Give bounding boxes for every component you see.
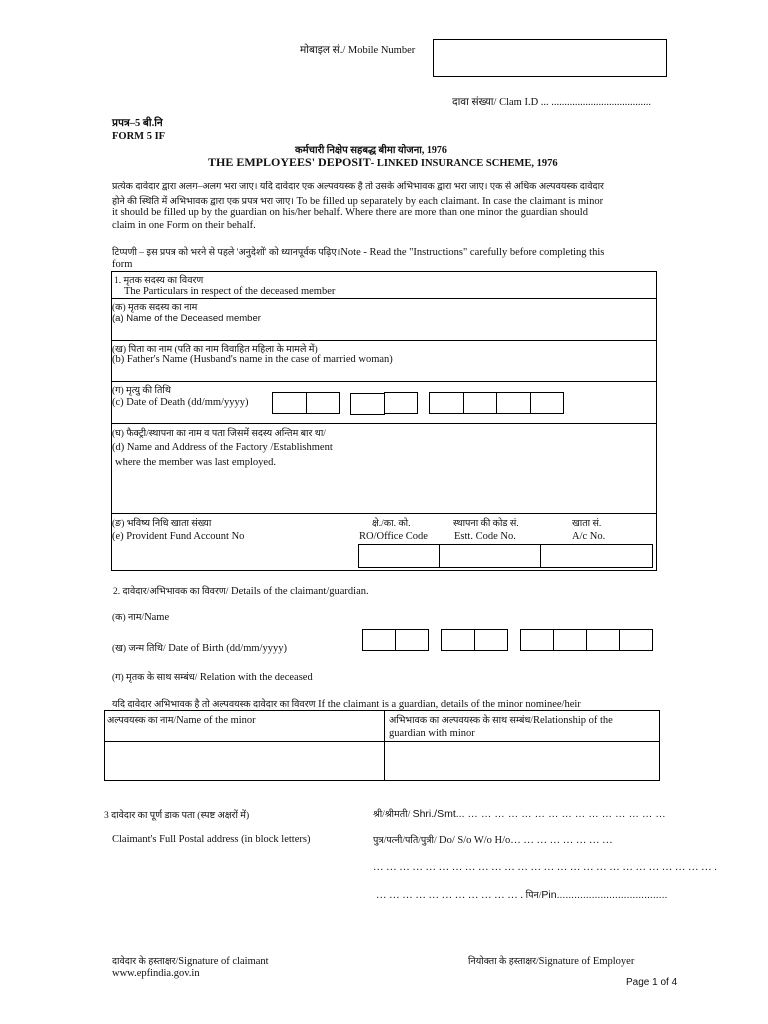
- date-digit-box[interactable]: [384, 392, 418, 414]
- address-dots-line[interactable]: … … … … … … … … … … … … … … … … … … … … … … … … … … .: [373, 862, 717, 873]
- claimant-name-label: [112, 610, 169, 623]
- divider: [384, 710, 385, 781]
- date-digit-box[interactable]: [350, 393, 385, 415]
- claimant-signature-label: [112, 954, 269, 967]
- establishment-field[interactable]: [115, 472, 650, 510]
- relation-label: [112, 670, 313, 683]
- ro-code-hindi: क्षे./का. को.: [372, 519, 411, 529]
- note-line: [112, 245, 657, 258]
- mobile-number-field[interactable]: [433, 39, 667, 77]
- dob-digit-box[interactable]: [362, 629, 396, 651]
- divider: [111, 340, 657, 341]
- pf-account-hindi: (ङ) भविष्य निधि खाता संख्या: [112, 519, 212, 529]
- section-1-heading-hindi: 1. मृतक सदस्य का विवरण: [114, 276, 204, 286]
- relation-field[interactable]: [345, 666, 650, 684]
- estt-code-label: Estt. Code No.: [454, 531, 516, 542]
- hindi-scheme-title: कर्मचारी निक्षेप सहबद्ध बीमा योजना, 1976: [295, 145, 447, 156]
- date-of-death-label: (c) Date of Death (dd/mm/yyyy): [112, 397, 249, 408]
- establishment-label-line-2: where the member was last employed.: [115, 457, 276, 468]
- pin-english[interactable]: Pin......................................: [541, 889, 668, 901]
- date-of-death-hindi: (ग) मृत्यु की तिथि: [112, 386, 171, 396]
- divider: [111, 381, 657, 382]
- establishment-hindi: (घ) फैक्ट्री/स्थापना का नाम व पता जिसमें सदस्य अन्तिम बार था/: [112, 429, 326, 439]
- instruction-line-2-english: To be filled up separately by each claimant. In case the claimant is minor: [296, 196, 604, 207]
- estt-code-hindi: स्थापना की कोड सं.: [453, 519, 519, 529]
- form-number: FORM 5 IF: [112, 131, 166, 142]
- dob-digit-box[interactable]: [474, 629, 508, 651]
- date-digit-box[interactable]: [272, 392, 307, 414]
- divider: [111, 423, 657, 424]
- claimant-name-hindi: (क) नाम/: [112, 613, 145, 623]
- scheme-title-rest: - LINKED INSURANCE SCHEME, 1976: [370, 158, 558, 169]
- claimant-name-english: Name: [144, 612, 170, 623]
- section-3-heading: 3 दावेदार का पूर्ण डाक पता (स्पष्ट अक्षरों में): [104, 811, 250, 821]
- guardian-relation-field[interactable]: [386, 743, 658, 779]
- dob-digit-box[interactable]: [586, 629, 620, 651]
- relation-address-hindi: पुत्र/पत्नी/पति/पुत्री/: [373, 836, 437, 846]
- claimant-signature-english: Signature of claimant: [178, 956, 269, 967]
- dob-digit-box[interactable]: [619, 629, 653, 651]
- ro-code-label: RO/Office Code: [359, 531, 428, 542]
- note-hindi: टिप्पणी – इस प्रपत्र को भरने से पहले 'अनुदेशों' को ध्यानपूर्वक पढ़िए।: [112, 248, 341, 258]
- scheme-title-caps: THE EMPLOYEES' DEPOSIT: [208, 155, 371, 169]
- pin-dots[interactable]: … … … … … … … … … … … .: [376, 890, 523, 901]
- deceased-name-field[interactable]: [300, 304, 650, 336]
- employer-signature-hindi: नियोक्ता के हस्ताक्षर/: [468, 957, 539, 967]
- minor-details-hindi: यदि दावेदार अभिभावक है तो अल्पवयस्क दावेदार का विवरण: [112, 700, 316, 710]
- ro-code-field[interactable]: [358, 544, 440, 568]
- employer-signature-label: [468, 954, 634, 967]
- minor-name-header: [107, 713, 256, 726]
- date-digit-box[interactable]: [530, 392, 564, 414]
- minor-details-english: If the claimant is a guardian, details of the minor nominee/heir: [318, 699, 581, 710]
- divider: [111, 513, 657, 514]
- deceased-name-hindi: (क) मृतक सदस्य का नाम: [112, 303, 198, 313]
- instruction-line-2-hindi: होने की स्थिति में अभिभावक द्वारा एक प्रपत्र भरा जाए।: [112, 197, 294, 207]
- date-digit-box[interactable]: [496, 392, 531, 414]
- claimant-name-field[interactable]: [190, 606, 650, 624]
- shri-line: [373, 807, 666, 820]
- establishment-label-line-1: (d) Name and Address of the Factory /Establishment: [112, 442, 333, 453]
- relation-address-line: [373, 833, 613, 846]
- dob-digit-box[interactable]: [441, 629, 475, 651]
- minor-name-header-english: Name of the minor: [176, 715, 256, 726]
- page-number: Page 1 of 4: [626, 977, 678, 988]
- dob-digit-box[interactable]: [553, 629, 587, 651]
- note-tail: form: [112, 259, 133, 270]
- account-no-hindi: खाता सं.: [572, 519, 602, 529]
- instruction-line-3: it should be filled up by the guardian on his/her behalf. Where there are more than one minor the guardian should: [112, 207, 588, 218]
- dob-digit-box[interactable]: [395, 629, 429, 651]
- claimant-dob-label: [112, 641, 287, 654]
- guardian-relation-header-line-2: guardian with minor: [389, 728, 475, 739]
- note-english: Note - Read the "Instructions" carefully before completing this: [340, 247, 605, 258]
- relation-english: Relation with the deceased: [199, 672, 313, 683]
- hindi-form-number: प्रपत्र–5 बी.नि: [112, 118, 163, 129]
- pin-hindi: पिन/: [525, 891, 542, 901]
- account-no-label: A/c No.: [572, 531, 606, 542]
- date-digit-box[interactable]: [306, 392, 340, 414]
- shri-english: Shri./Smt... … … … … … … … … … … … … … … …: [412, 808, 666, 820]
- claimant-dob-hindi: (ख) जन्म तिथि/: [112, 644, 166, 654]
- account-no-field[interactable]: [540, 544, 653, 568]
- pf-account-label: (e) Provident Fund Account No: [112, 531, 245, 542]
- employer-signature-english: Signature of Employer: [538, 956, 635, 967]
- section-2-heading-english: Details of the claimant/guardian.: [230, 586, 369, 597]
- postal-address-label: [112, 834, 310, 845]
- minor-name-header-hindi: अल्पवयस्क का नाम/: [107, 716, 177, 726]
- section-1-heading: The Particulars in respect of the deceased member: [124, 286, 336, 297]
- father-name-label: (b) Father's Name (Husband's name in the case of married woman): [112, 354, 393, 365]
- instruction-line-1: प्रत्येक दावेदार द्वारा अलग–अलग भरा जाए। यदि दावेदार एक अल्पवयस्क है तो उसके अभिभावक द्वारा भरा जाए। एक से अधिक अल्पवयस्क दावेदार: [112, 182, 604, 192]
- minor-details-label: [112, 697, 581, 710]
- section-2-heading-hindi: 2. दावेदार/अभिभावक का विवरण/: [113, 587, 229, 597]
- mobile-number-label: मोबाइल सं./ Mobile Number: [300, 45, 416, 56]
- instruction-line-2: [112, 194, 603, 207]
- date-digit-box[interactable]: [463, 392, 497, 414]
- guardian-relation-header-hindi: अभिभावक का अल्पवयस्क के साथ सम्बंध/: [389, 716, 533, 726]
- postal-address-label-rest: 's Full Postal address (in block letters): [150, 834, 311, 845]
- instruction-line-4: claim in one Form on their behalf.: [112, 220, 256, 231]
- section-2-heading: [113, 584, 369, 597]
- minor-name-field[interactable]: [106, 743, 382, 779]
- scheme-title: [208, 155, 558, 170]
- guardian-relation-header-english: Relationship of the: [532, 715, 613, 726]
- relation-address-english: Do/ S/o W/o H/o… … … … … … … …: [439, 835, 613, 846]
- dob-digit-box[interactable]: [520, 629, 554, 651]
- divider: [104, 741, 660, 742]
- father-name-hindi: (ख) पिता का नाम (पति का नाम विवाहित महिला के मामले में): [112, 345, 318, 355]
- website-link[interactable]: www.epfindia.gov.in: [112, 968, 200, 979]
- claim-id-label: दावा संख्या/ Clam I.D ... ......................................: [452, 97, 652, 108]
- deceased-name-label: (a) Name of the Deceased member: [112, 313, 261, 324]
- estt-code-field[interactable]: [439, 544, 541, 568]
- claimant-signature-hindi: दावेदार के हस्ताक्षर/: [112, 957, 179, 967]
- postal-address-label-prefix: Claimant: [112, 834, 151, 845]
- pin-line: [376, 888, 667, 901]
- divider: [111, 298, 657, 299]
- shri-hindi: श्री/श्रीमती/: [373, 810, 411, 820]
- guardian-relation-header: [389, 713, 613, 726]
- claimant-dob-english: Date of Birth (dd/mm/yyyy): [168, 643, 287, 654]
- relation-hindi: (ग) मृतक के साथ सम्बंध/: [112, 673, 198, 683]
- date-digit-box[interactable]: [429, 392, 464, 414]
